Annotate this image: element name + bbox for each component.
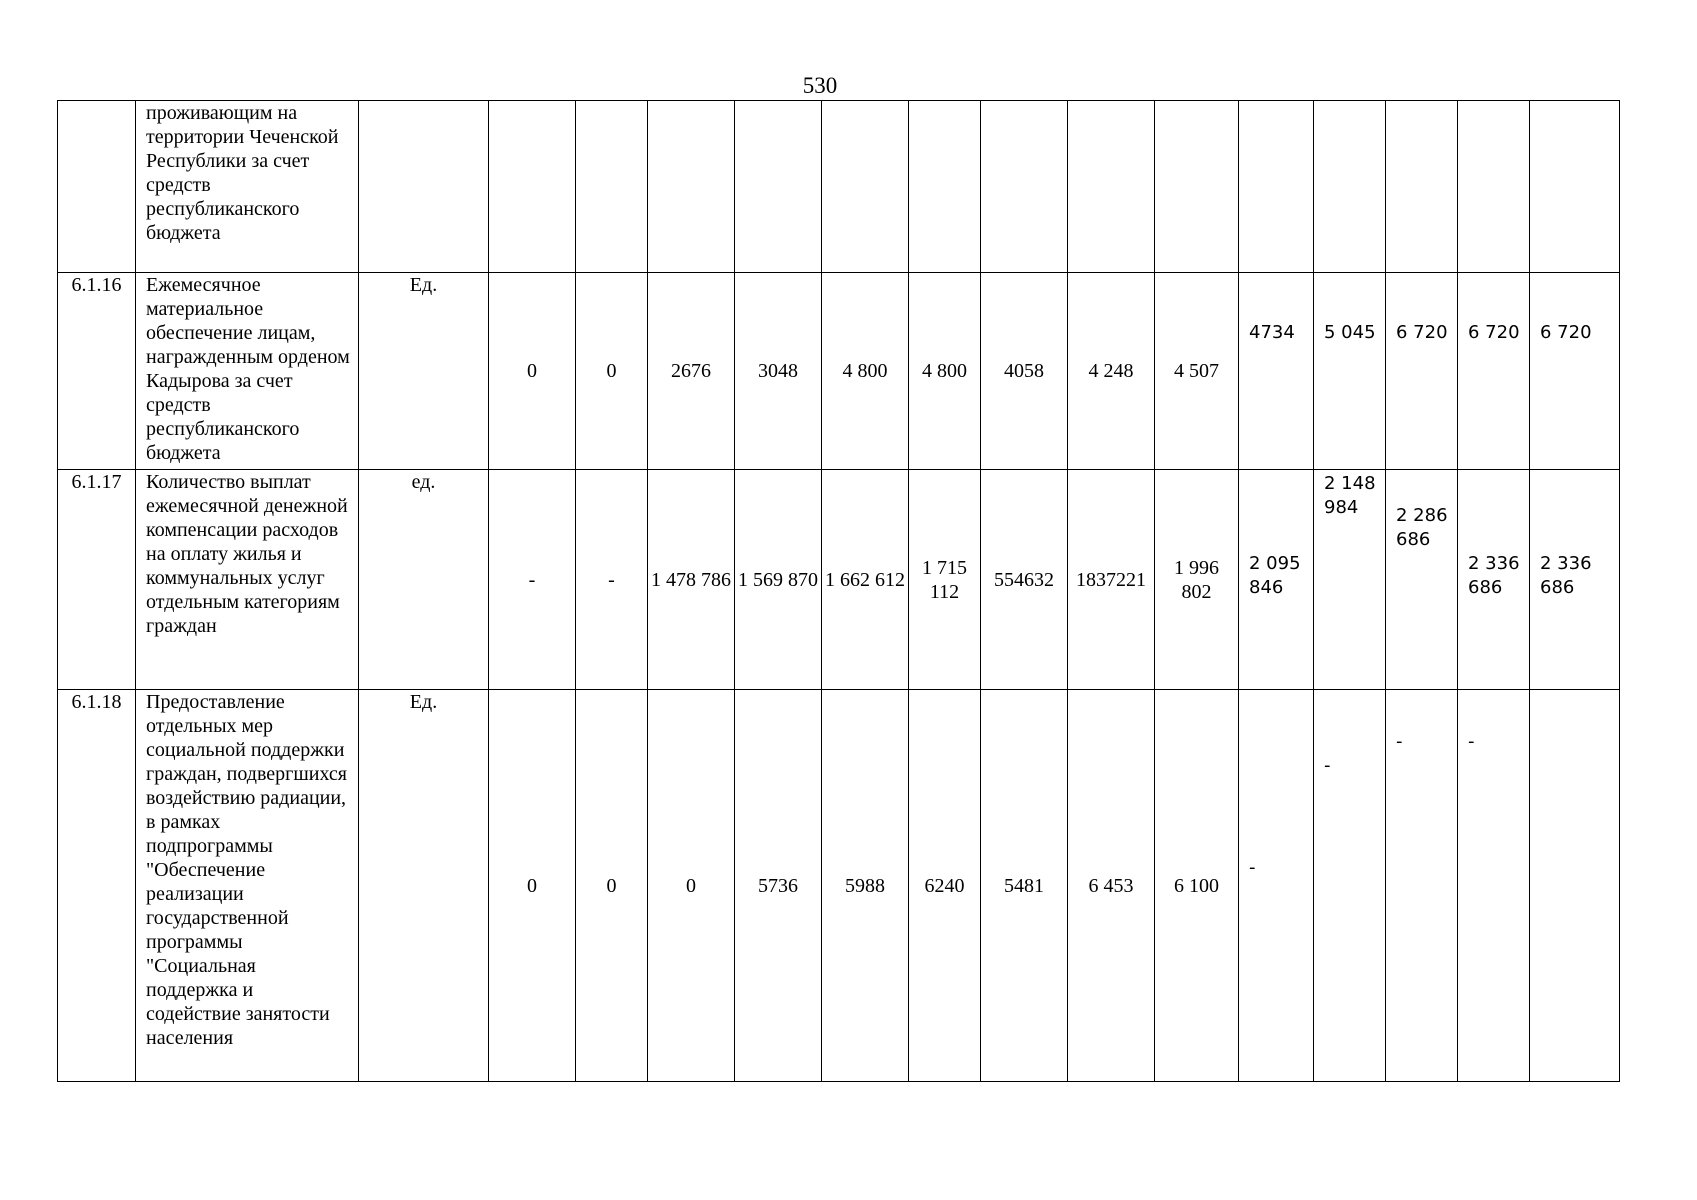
value-cell: 4 800 — [909, 273, 981, 470]
value-cell: 1837221 — [1068, 470, 1155, 690]
value-cell — [1068, 101, 1155, 273]
value-cell — [1458, 101, 1530, 273]
value-cell — [1314, 101, 1386, 273]
value-cell: 3048 — [735, 273, 822, 470]
table-row — [58, 690, 1620, 1082]
indicator-table — [57, 100, 1620, 1082]
value-cell — [1155, 101, 1239, 273]
value-cell: 0 — [489, 273, 576, 470]
value-cell: 0 — [576, 273, 648, 470]
value-cell — [1239, 101, 1314, 273]
value-cell: 6 720 — [1458, 273, 1530, 470]
value-cell: 4 248 — [1068, 273, 1155, 470]
indicator-name: Ежемесячное материальное обеспечение лицам, награжденным орденом Кадырова за счет средств республиканского бюджета — [136, 273, 359, 470]
indicator-name: Количество выплат ежемесячной денежной компенсации расходов на оплату жилья и коммунальных услуг отдельным категориям граждан — [136, 470, 359, 690]
row-number: 6.1.17 — [58, 470, 136, 690]
value-cell: - — [1458, 690, 1530, 1082]
value-cell: - — [1239, 690, 1314, 1082]
value-cell: 2 148 984 — [1314, 470, 1386, 690]
value-cell — [981, 101, 1068, 273]
value-cell — [822, 101, 909, 273]
value-cell — [489, 101, 576, 273]
value-cell — [1386, 101, 1458, 273]
value-cell: 1 996 802 — [1155, 470, 1239, 690]
row-number — [58, 101, 136, 273]
value-cell: 2 336 686 — [1530, 470, 1620, 690]
value-cell — [576, 101, 648, 273]
value-cell: 5 045 — [1314, 273, 1386, 470]
value-cell: - — [1386, 690, 1458, 1082]
value-cell: 0 — [489, 690, 576, 1082]
value-cell — [909, 101, 981, 273]
indicator-name: проживающим на территории Чеченской Республики за счет средств республиканского бюджета — [136, 101, 359, 273]
table-row — [58, 273, 1620, 470]
value-cell — [1530, 690, 1620, 1082]
value-cell: 2 095 846 — [1239, 470, 1314, 690]
value-cell: 0 — [648, 690, 735, 1082]
value-cell: - — [489, 470, 576, 690]
value-cell — [735, 101, 822, 273]
value-cell: 2 286 686 — [1386, 470, 1458, 690]
unit-cell: ед. — [359, 470, 489, 690]
value-cell: 4 800 — [822, 273, 909, 470]
unit-cell: Ед. — [359, 690, 489, 1082]
unit-cell — [359, 101, 489, 273]
value-cell: 6 100 — [1155, 690, 1239, 1082]
value-cell: 2 336 686 — [1458, 470, 1530, 690]
value-cell: 4734 — [1239, 273, 1314, 470]
value-cell: 4058 — [981, 273, 1068, 470]
value-cell: 5481 — [981, 690, 1068, 1082]
value-cell: 6 453 — [1068, 690, 1155, 1082]
value-cell: 0 — [576, 690, 648, 1082]
value-cell: 1 662 612 — [822, 470, 909, 690]
value-cell: 5988 — [822, 690, 909, 1082]
value-cell: 1 715 112 — [909, 470, 981, 690]
table-row — [58, 470, 1620, 690]
value-cell: 1 569 870 — [735, 470, 822, 690]
value-cell: 2676 — [648, 273, 735, 470]
row-number: 6.1.18 — [58, 690, 136, 1082]
value-cell — [1530, 101, 1620, 273]
unit-cell: Ед. — [359, 273, 489, 470]
value-cell: 1 478 786 — [648, 470, 735, 690]
value-cell: 554632 — [981, 470, 1068, 690]
table-row — [58, 101, 1620, 273]
value-cell: 6240 — [909, 690, 981, 1082]
value-cell: 6 720 — [1386, 273, 1458, 470]
value-cell: 4 507 — [1155, 273, 1239, 470]
value-cell: - — [576, 470, 648, 690]
value-cell: - — [1314, 690, 1386, 1082]
value-cell — [648, 101, 735, 273]
row-number: 6.1.16 — [58, 273, 136, 470]
value-cell: 6 720 — [1530, 273, 1620, 470]
page-number: 530 — [802, 73, 838, 98]
indicator-name: Предоставление отдельных мер социальной поддержки граждан, подвергшихся воздействию радиации, в рамках подпрограммы "Обеспечение реализации государственной программы "Социальная поддержка и содействие занятости населения — [136, 690, 359, 1082]
value-cell: 5736 — [735, 690, 822, 1082]
